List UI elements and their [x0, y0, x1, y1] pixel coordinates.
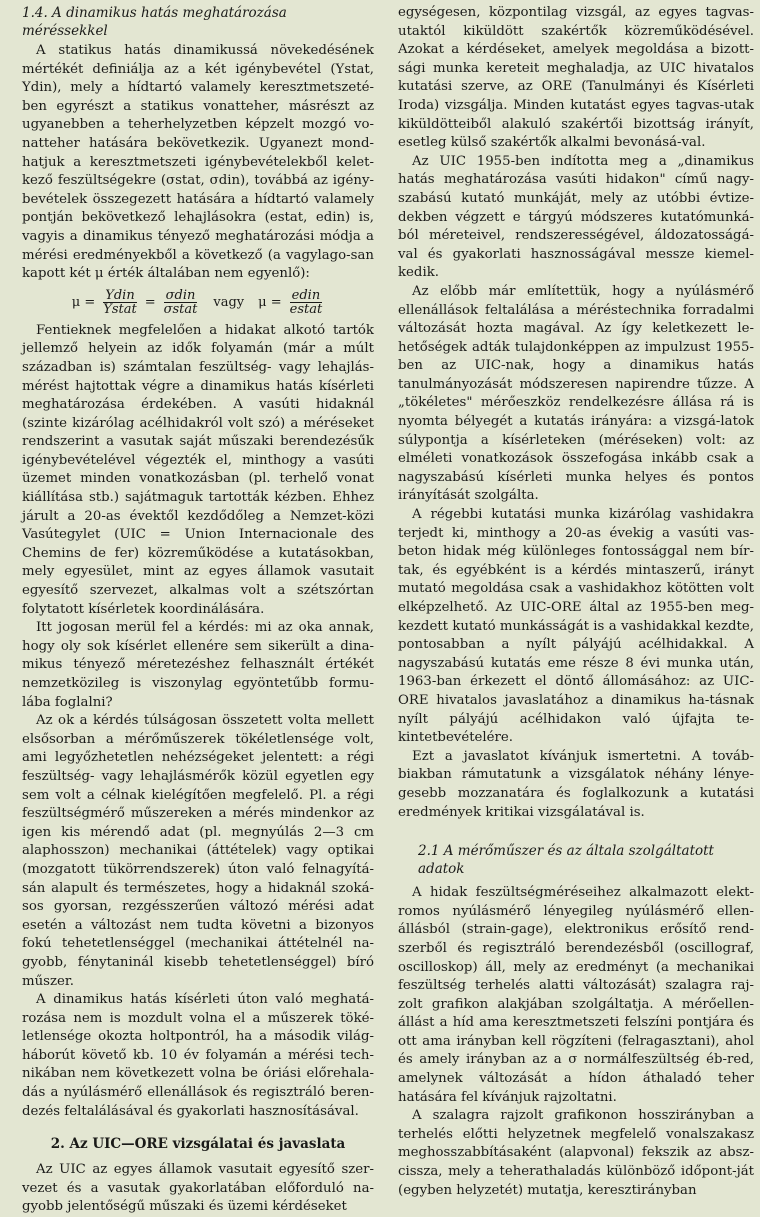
paragraph: A hidak feszültségméréseihez alkalmazott elekt-romos nyúlásmérő lényegileg nyúlásmérő ellen-állásból (strain-gage), elektronikus erősítő rend-szerből és regisztráló berendezésből (oscillograf, oscilloskop) áll, mely az eredményt (a mechanikai feszültség terhelés alatti változását) szalagra raj-zolt grafikon alakjában szolgáltatja. A mérőellen-állást a híd ama keresztmetszeti felszíni pontjára és ott ama irányban kell rögzíteni (felragasztani), ahol és amely irányban az a σ normálfeszültség éb-red, amelynek változását a hídon áthaladó teher hatására fel kívánjuk rajzoltatni.	[398, 885, 754, 1105]
fraction-e	[288, 289, 325, 316]
fraction-denominator: estat	[289, 302, 323, 318]
section-heading-2: 2. Az UIC—ORE vizsgálatai és javaslata	[50, 1136, 346, 1153]
formula-equals: =	[144, 295, 156, 311]
paragraph: egységesen, központilag vizsgál, az egyes tagvas-utaktól kiküldött szakértők közreműködésével. Azokat a kérdéseket, amelyek megoldása a bizott-sági munka kereteit meghaladja, az UIC hivatalos kutatási szerve, az ORE (Tanulmányi és Kísérleti Iroda) vizsgálja. Minden kutatást egyes tagvas-utak kiküldötteiből alakuló szakértői bizottság irányít, esetleg külső szakértők alkalmi bevonásá-val.	[398, 5, 754, 151]
fraction-y	[101, 289, 138, 316]
paragraph: Az előbb már említettük, hogy a nyúlásmérő ellenállások feltalálása a méréstechnika forradalmi változását hozta magával. Az így keletkezett le-hetőségek adták tulajdonképpen az impulzust 1955-ben az UIC-nak, hogy a dinamikus hatás tanulmányozását módszeresen napirendre tűzze. A „tökéletes" mérőeszköz rendelkezésre állása rá is nyomta bélyegét a kutatás irányára: a vizsgá-latok súlypontja a kísérleteken (méréseken) volt: az elméleti vonatkozások összefogása inkább csak a nagyszabású kísérleti munka helyes és pontos irányítását szolgálta.	[398, 283, 754, 504]
paragraph: Ezt a javaslatot kívánjuk ismertetni. A továb-biakban rámutatunk a vizsgálatok néhány lénye-gesebb mozzanatára és foglalkozunk a kutatási eredmények kritikai vizsgálatával is.	[398, 748, 754, 820]
formula-mu: μ =	[258, 295, 282, 311]
fraction-numerator: σdin	[165, 288, 196, 304]
fraction-numerator: edin	[291, 288, 321, 304]
section-heading-2-1: 2.1 A mérőműszer és az általa szolgáltatott adatok	[418, 843, 714, 878]
fraction-denominator: Ystat	[103, 302, 137, 318]
paragraph: A régebbi kutatási munka kizárólag vashidakra terjedt ki, minthogy a 20-as évekig a vasúti vas-beton hidak még különleges fontossággal nem bír-tak, és egyébként is a kérdés mintaszerű, irányt mutató megoldása csak a vashidakhoz kötötten volt elképzelhető. Az UIC-ORE által az 1955-ben meg-kezdett kutató munkásságát is a vashidakkal kezdte, pontosabban a nyílt pályájú acélhidakkal. A nagyszabású kutatás eme része 8 évi munka után, 1963-ban érkezett el döntő állomásához: az UIC-ORE hivatalos javaslatához a dinamikus ha-tásnak nyílt pályájú acélhidakon való újfajta te-kintetbevételére.	[398, 507, 754, 746]
paragraph: Az UIC 1955-ben indította meg a „dinamikus hatás meghatározása vasúti hidakon" című nagy-szabású kutató munkáját, mely az utóbbi évtize-dekben végzett e tárgyú módszeres kutatómunká-ból méreteivel, rendszerességével, áldozatosságá-val és gyakorlati hasznosságával messze kiemel-kedik.	[398, 153, 754, 281]
left-column	[22, 4, 374, 1215]
paragraph: Az UIC az egyes államok vasutait egyesítő szer-vezet és a vasutak gyakorlatában előforduló na-gyobb jelentőségű műszaki és üzemi kérdéseket	[22, 1162, 374, 1215]
formula-or: vagy	[213, 295, 245, 311]
formula-mu: μ =	[71, 295, 96, 311]
paragraph: Itt jogosan merül fel a kérdés: mi az oka annak, hogy oly sok kísérlet ellenére sem sikerült a dina-mikus tényező méretezéshez felhasznált értékét nemzetközileg is viszonylag egyöntetűbb formu-lába foglalni?	[22, 620, 374, 710]
paragraph: A statikus hatás dinamikussá növekedésének mértékét definiálja az a két igénybevétel (Ystat, Ydin), mely a hídtartó valamely keresztmetszeté-ben egyrészt a statikus vonatteher, másrészt az ugyanebben a teherhelyzetben képzelt mozgó vo-natteher hatására bekövetkezik. Ugyanezt mond-hatjuk a keresztmetszeti igénybevételekből kelet-kező feszültségekre (σstat, σdin), továbbá az igény-bevételek összegezett hatására a hídtartó valamely pontján bekövetkező lehajlásokra (estat, edin) is, vagyis a dinamikus tényező meghatározási módja a mérési eredményekből a következő (a vagylago-san kapott két μ érték általában nem egyenlő):	[22, 43, 374, 282]
right-column	[398, 4, 754, 1198]
fraction-numerator: Ydin	[105, 288, 135, 304]
section-heading-1-4: 1.4. A dinamikus hatás meghatározása méréssekkel	[22, 5, 287, 39]
paragraph: A dinamikus hatás kísérleti úton való meghatá-rozása nem is mozdult volna el a műszerek töké-letlensége okozta holtpontról, ha a második világ-háborút követő kb. 10 év folyamán a mérési tech-nikában nem következett volna be óriási előrehala-dás a nyúlásmérő ellenállások és regisztráló beren-dezés feltalálásával és gyakorlati hasznosításával.	[22, 992, 374, 1119]
fraction-sigma	[162, 289, 200, 316]
fraction-denominator: σstat	[163, 302, 198, 318]
paragraph: Fentieknek megfelelően a hidakat alkotó tartók jellemző helyein az idők folyamán (már a múlt században is) számtalan feszültség- vagy lehajlás-mérést hajtottak végre a dinamikus hatás kísérleti meghatározása érdekében. A vasúti hidaknál (szinte kizárólag acélhidakról volt szó) a méréseket rendszerint a vasutak saját műszaki berendezésűk igénybevételével végezték el, minthogy a vasúti üzemet minden vonatkozásban (pl. terhelő vonat kiállítása stb.) sajátmaguk tartották kézben. Ehhez járult a 20-as évektől kezdődőleg a Nemzet-közi Vasútegylet (UIC = Union Internacionale des Chemins de fer) közreműködése a kutatásokban, mely egyesület, mint az egyes államok vasutait egyesítő szervezet, alkalmas volt a szétszórtan folytatott kísérletek koordinálására.	[22, 322, 374, 617]
paragraph: A szalagra rajzolt grafikonon hosszirányban a terhelés előtti helyzetnek megfelelő vonalszakasz meghosszabbításaként (alapvonal) fekszik az absz-cissza, mely a teherathaladás különböző időpont-ját (egyben helyzetét) mutatja, keresztirányban	[398, 1108, 754, 1198]
paragraph: Az ok a kérdés túlságosan összetett volta mellett elsősorban a mérőműszerek tökéletlensége volt, ami legyőzhetetlen nehézségeket jelentett: a régi feszültség- vagy lehajlásmérők közül egyetlen egy sem volt a célnak kielégítően megfelelő. Pl. a régi feszültségmérő műszereken a mérés mindenkor az igen kis mérendő adat (pl. megnyúlás 2—3 cm alaphosszon) mechanikai (áttételek) vagy optikai (mozgatott tükörrendszerek) úton való felnagyítá-sán alapult és természetes, hogy a hidaknál szoká-sos gyorsan, rezgésszerűen változó mérési adat esetén a változást nem tudta követni a bizonyos fokú tehetetlenséggel (mechanikai áttételnél na-gyobb, fénytaninál kisebb tehetetlenséggel) bíró műszer.	[22, 713, 374, 989]
dynamic-factor-formula	[22, 286, 374, 320]
